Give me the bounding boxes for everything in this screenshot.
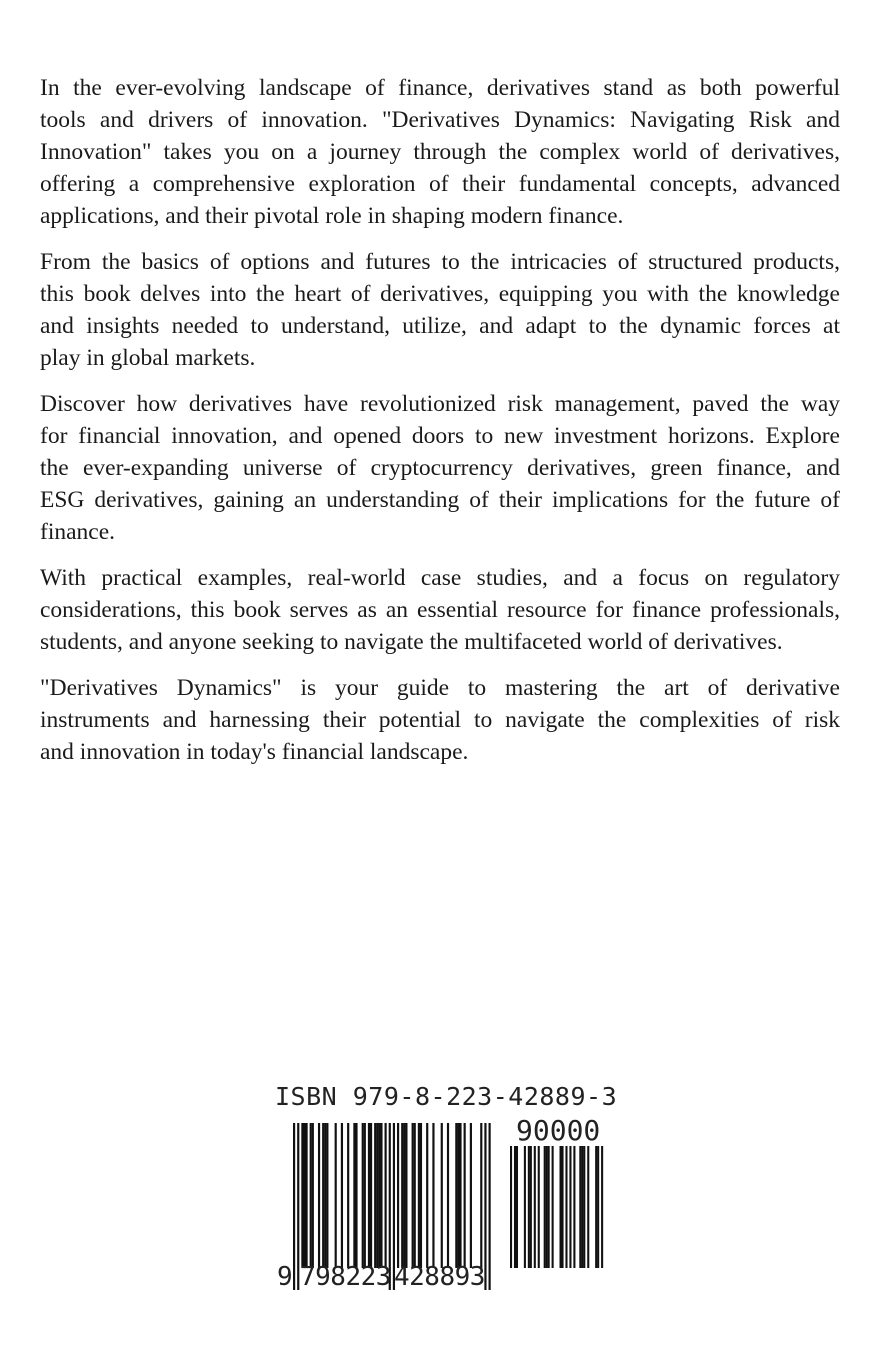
- blurb-line: this book delves into the heart of derivatives, equipping you with the knowledge: [40, 281, 840, 307]
- barcode-bar: [420, 1123, 422, 1268]
- barcode-bar: [470, 1123, 472, 1268]
- blurb-line: finance.: [40, 519, 116, 545]
- addon-bar: [544, 1146, 546, 1268]
- addon-bar: [552, 1146, 554, 1268]
- barcode-bar: [297, 1123, 299, 1290]
- barcode-bar: [489, 1123, 491, 1290]
- addon-bar: [601, 1146, 603, 1268]
- addon-bar: [583, 1146, 585, 1268]
- addon-bar: [569, 1146, 571, 1268]
- blurb-line: With practical examples, real-world case studies, and a focus on regulatory: [40, 565, 840, 591]
- barcode-bar: [418, 1123, 420, 1268]
- blurb-line: From the basics of options and futures to the intricacies of structured products,: [40, 249, 840, 275]
- barcode-bar: [374, 1123, 376, 1268]
- price-addon-code: 90000: [516, 1114, 601, 1147]
- barcode-bar: [441, 1123, 443, 1268]
- barcode-bar: [378, 1123, 380, 1268]
- barcode-bar: [370, 1123, 372, 1268]
- barcode-bar: [455, 1123, 457, 1268]
- blurb-line: tools and drivers of innovation. "Derivatives Dynamics: Navigating Risk and: [40, 107, 840, 133]
- barcode-bar: [447, 1123, 449, 1268]
- blurb-line: and insights needed to understand, utilize, and adapt to the dynamic forces at: [40, 313, 840, 339]
- barcode-bar: [293, 1123, 295, 1290]
- blurb-line: Innovation" takes you on a journey through the complex world of derivatives,: [40, 139, 840, 165]
- barcode-bar: [480, 1123, 482, 1268]
- addon-bar: [534, 1146, 536, 1268]
- barcode-bar: [376, 1123, 378, 1268]
- addon-bar: [516, 1146, 518, 1268]
- addon-bar: [548, 1146, 550, 1268]
- barcode-bar: [380, 1123, 382, 1268]
- barcode-bar: [341, 1123, 343, 1268]
- addon-bar: [530, 1146, 532, 1268]
- barcode-bar: [318, 1123, 320, 1268]
- barcode-bar: [303, 1123, 305, 1268]
- addon-bar: [561, 1146, 563, 1268]
- barcode-bar: [403, 1123, 405, 1268]
- barcode-bar: [432, 1123, 434, 1268]
- barcode-bar: [401, 1123, 403, 1268]
- barcode-bar: [414, 1123, 416, 1268]
- blurb-line: instruments and harnessing their potential to navigate the complexities of risk: [40, 707, 840, 733]
- barcode-left-digits: 798223: [300, 1262, 391, 1292]
- blurb-line: play in global markets.: [40, 345, 256, 371]
- addon-bar: [560, 1146, 562, 1268]
- blurb-line: Discover how derivatives have revolutionized risk management, paved the way: [40, 391, 840, 417]
- blurb-line: In the ever-evolving landscape of finance, derivatives stand as both powerful: [40, 75, 840, 101]
- addon-bar: [538, 1146, 540, 1268]
- addon-bar: [597, 1146, 599, 1268]
- barcode-bar: [326, 1123, 328, 1268]
- barcode-bar: [397, 1123, 399, 1268]
- addon-bar: [581, 1146, 583, 1268]
- blurb-line: considerations, this book serves as an essential resource for finance professionals,: [40, 597, 840, 623]
- blurb-line: and innovation in today's financial landscape.: [40, 739, 469, 765]
- barcode-first-digit: 9: [277, 1262, 293, 1292]
- blurb-line: the ever-expanding universe of cryptocurrency derivatives, green finance, and: [40, 455, 840, 481]
- barcode-bar: [459, 1123, 461, 1268]
- barcode-bar: [385, 1123, 387, 1268]
- addon-bar: [528, 1146, 530, 1268]
- addon-bar: [510, 1146, 512, 1268]
- barcode-bar: [362, 1123, 364, 1268]
- barcode-bar: [355, 1123, 357, 1268]
- barcode-right-digits: 428893: [394, 1262, 485, 1292]
- addon-bar: [565, 1146, 567, 1268]
- barcode-bar: [426, 1123, 428, 1268]
- barcode-bar: [464, 1123, 466, 1268]
- addon-bar: [579, 1146, 581, 1268]
- isbn-label: ISBN 979-8-223-42889-3: [275, 1082, 618, 1111]
- blurb-line: for financial innovation, and opened doors to new investment horizons. Explore: [40, 423, 840, 449]
- addon-bar: [595, 1146, 597, 1268]
- barcode-bar: [305, 1123, 307, 1268]
- addon-bar: [546, 1146, 548, 1268]
- blurb-line: "Derivatives Dynamics" is your guide to mastering the art of derivative: [40, 675, 840, 701]
- barcode-bar: [322, 1123, 324, 1268]
- barcode-bar: [457, 1123, 459, 1268]
- barcode-bar: [412, 1123, 414, 1268]
- blurb-line: offering a comprehensive exploration of their fundamental concepts, advanced: [40, 171, 840, 197]
- blurb-line: ESG derivatives, gaining an understanding of their implications for the future of: [40, 487, 840, 513]
- barcode-bar: [312, 1123, 314, 1268]
- barcode-bar: [353, 1123, 355, 1268]
- barcode-bar: [347, 1123, 349, 1268]
- addon-bar: [524, 1146, 526, 1268]
- barcode-bar: [405, 1123, 407, 1268]
- barcode-bar: [324, 1123, 326, 1268]
- barcode-bar: [368, 1123, 370, 1268]
- addon-bar: [514, 1146, 516, 1268]
- addon-bar: [587, 1146, 589, 1268]
- blurb-line: applications, and their pivotal role in shaping modern finance.: [40, 203, 624, 229]
- barcode-bar: [364, 1123, 366, 1268]
- addon-bar: [573, 1146, 575, 1268]
- blurb-line: students, and anyone seeking to navigate the multifaceted world of derivatives.: [40, 629, 783, 655]
- barcode-bar: [301, 1123, 303, 1268]
- barcode-bar: [310, 1123, 312, 1268]
- barcode-bar: [335, 1123, 337, 1268]
